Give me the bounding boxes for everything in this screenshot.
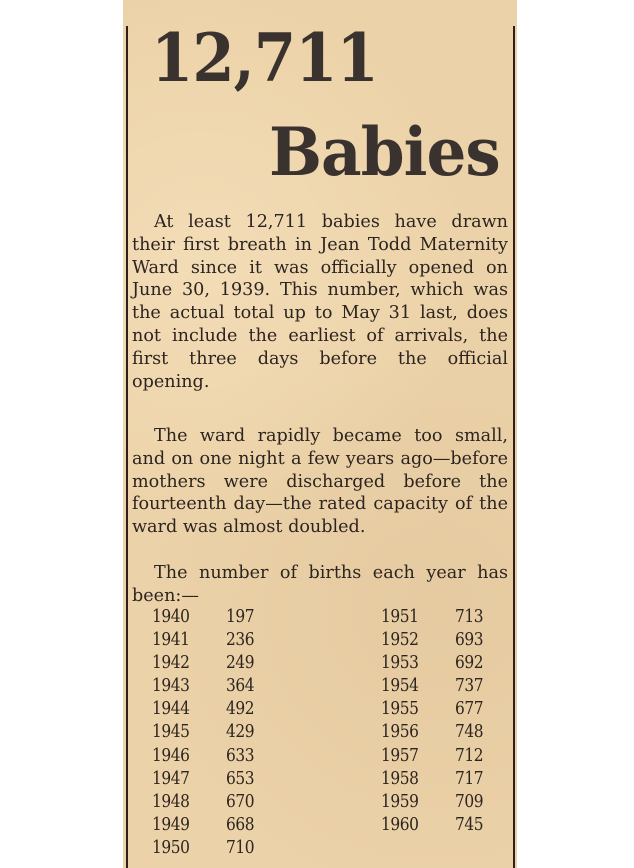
table-row [152, 652, 276, 675]
table-row [381, 721, 505, 744]
table-row [381, 606, 505, 629]
paragraph-text: The ward rapidly became too small, and on one night a few years ago—before mothers were discharged before the fourteenth day—the rated capacity of the ward was almost doubled. [132, 426, 508, 538]
birth-year: 1943 [152, 676, 190, 697]
birth-count: 653 [226, 768, 255, 789]
table-row [152, 768, 276, 791]
birth-year: 1952 [381, 630, 419, 651]
birth-count: 492 [226, 699, 255, 720]
paragraph-text: The number of births each year has been:— [132, 563, 508, 606]
birth-count: 745 [455, 814, 484, 835]
table-row [381, 768, 505, 791]
birth-count: 670 [226, 791, 255, 812]
birth-year: 1942 [152, 653, 190, 674]
table-row [152, 629, 276, 652]
birth-count: 429 [226, 722, 255, 743]
article-paragraph-2 [132, 425, 508, 539]
birth-count: 364 [226, 676, 255, 697]
birth-count: 712 [455, 745, 484, 766]
birth-count: 236 [226, 630, 255, 651]
birth-year: 1941 [152, 630, 190, 651]
table-row [152, 791, 276, 814]
birth-count: 668 [226, 814, 255, 835]
table-row [152, 675, 276, 698]
birth-year: 1954 [381, 676, 419, 697]
birth-year: 1944 [152, 699, 190, 720]
birth-count: 677 [455, 699, 484, 720]
table-row [381, 652, 505, 675]
newspaper-clipping [123, 0, 517, 868]
birth-count: 693 [455, 630, 484, 651]
table-row [152, 745, 276, 768]
births-table-left [152, 606, 276, 860]
table-row [152, 837, 276, 860]
birth-year: 1947 [152, 768, 190, 789]
birth-year: 1940 [152, 607, 190, 627]
birth-count: 249 [226, 653, 255, 674]
birth-year: 1950 [152, 837, 190, 858]
birth-count: 633 [226, 745, 255, 766]
birth-count: 713 [455, 607, 484, 627]
birth-year: 1951 [381, 607, 419, 627]
headline-word: Babies [269, 113, 500, 191]
table-row [381, 698, 505, 721]
article-paragraph-1 [132, 211, 508, 393]
birth-year: 1956 [381, 722, 419, 743]
column-rule-right [513, 26, 515, 868]
birth-count: 709 [455, 791, 484, 812]
birth-year: 1946 [152, 745, 190, 766]
table-row [152, 606, 276, 629]
births-table-right [381, 606, 505, 837]
birth-year: 1958 [381, 768, 419, 789]
birth-year: 1945 [152, 722, 190, 743]
table-row [152, 698, 276, 721]
table-row [381, 629, 505, 652]
article-paragraph-3 [132, 562, 508, 608]
birth-count: 737 [455, 676, 484, 697]
birth-count: 717 [455, 768, 484, 789]
birth-year: 1953 [381, 653, 419, 674]
table-row [381, 814, 505, 837]
table-row [152, 721, 276, 744]
table-row [381, 675, 505, 698]
birth-year: 1957 [381, 745, 419, 766]
birth-year: 1949 [152, 814, 190, 835]
birth-count: 710 [226, 837, 255, 858]
column-rule-left [126, 26, 128, 868]
birth-count: 692 [455, 653, 484, 674]
birth-year: 1948 [152, 791, 190, 812]
birth-year: 1960 [381, 814, 419, 835]
birth-count: 748 [455, 722, 484, 743]
birth-year: 1955 [381, 699, 419, 720]
table-row [381, 745, 505, 768]
birth-count: 197 [226, 607, 255, 627]
table-row [381, 791, 505, 814]
headline-number: 12,711 [151, 19, 378, 97]
table-row [152, 814, 276, 837]
paragraph-text: At least 12,711 babies have drawn their first breath in Jean Todd Maternity Ward since it was officially opened on June 30, 1939. This number, which was the actual total up to May 31 last, does not include the earliest of arrivals, the first three days before the official opening. [132, 212, 508, 392]
birth-year: 1959 [381, 791, 419, 812]
